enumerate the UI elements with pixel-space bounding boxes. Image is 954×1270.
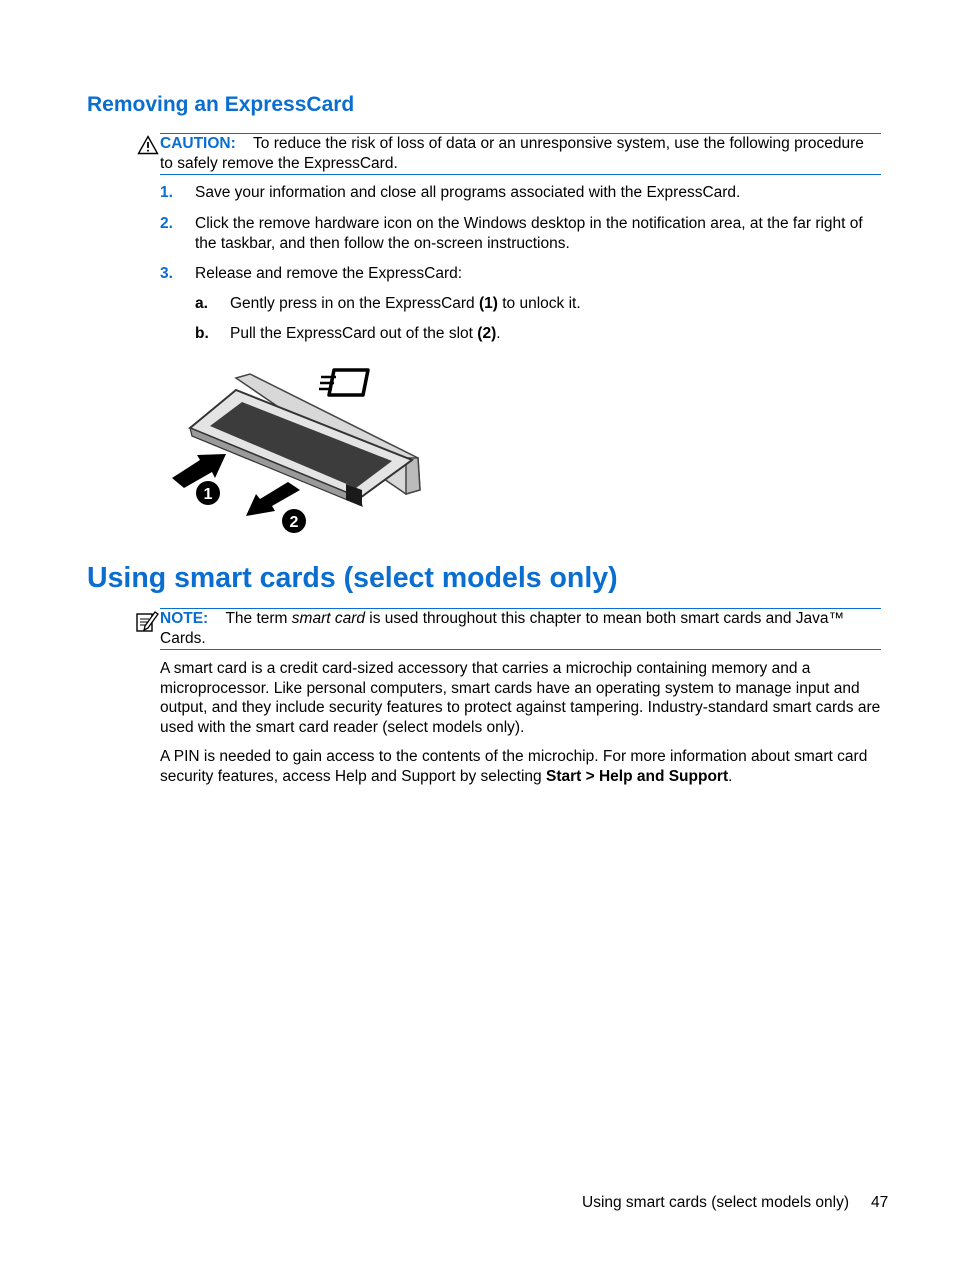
- step-text: Release and remove the ExpressCard:: [195, 265, 463, 282]
- caution-text: To reduce the risk of loss of data or an unresponsive system, use the following procedure to safely remove the ExpressCard.: [160, 135, 864, 172]
- step-number: 3.: [160, 265, 173, 282]
- substep-text-post: .: [496, 325, 501, 342]
- note-label: NOTE:: [160, 610, 209, 627]
- substep-text: [230, 294, 581, 314]
- substeps-list: [195, 294, 885, 344]
- list-item: [160, 214, 882, 254]
- substep-letter: a.: [195, 295, 208, 312]
- footer-title: Using smart cards (select models only): [582, 1194, 850, 1211]
- callout-2-label: 2: [289, 514, 299, 531]
- caution-icon: [137, 135, 159, 155]
- step-text: Save your information and close all programs associated with the ExpressCard.: [195, 184, 741, 201]
- caution-label: CAUTION:: [160, 135, 236, 152]
- page-footer: [582, 1193, 888, 1213]
- substep-text: [230, 324, 501, 344]
- substep-text-post: to unlock it.: [497, 295, 581, 312]
- callout-ref: (2): [477, 325, 497, 342]
- expresscard-removal-illustration: [160, 360, 435, 540]
- body-paragraph-post: .: [728, 767, 733, 785]
- expresscard-symbol-icon: [319, 370, 368, 395]
- note-text-post: is used throughout this chapter to mean both smart cards and Java™ Cards.: [160, 610, 845, 647]
- push-arrow-icon: [172, 454, 226, 505]
- list-item: [160, 264, 882, 284]
- step-number: 1.: [160, 184, 173, 201]
- list-item: [195, 294, 885, 314]
- callout-ref: (1): [478, 295, 498, 312]
- note-term: smart card: [291, 610, 365, 627]
- list-item: [195, 324, 885, 344]
- note-text-pre: The term: [225, 610, 292, 627]
- section-heading: Removing an ExpressCard: [87, 93, 355, 116]
- step-number: 2.: [160, 215, 173, 232]
- caution-callout: [160, 133, 881, 175]
- substep-text-pre: Pull the ExpressCard out of the slot: [230, 325, 478, 342]
- list-item: [160, 183, 882, 203]
- step-text: Click the remove hardware icon on the Windows desktop in the notification area, at the far right of the taskbar, and then follow the on-screen instructions.: [195, 215, 863, 252]
- body-paragraph: [160, 747, 882, 786]
- note-icon: [135, 609, 159, 633]
- steps-list: [160, 183, 882, 284]
- chapter-heading: Using smart cards (select models only): [87, 562, 618, 594]
- menu-path: Start > Help and Support: [545, 767, 729, 785]
- body-paragraph-pre: A PIN is needed to gain access to the contents of the microchip. For more information about smart card security features, access Help and Support by selecting: [160, 748, 868, 785]
- substep-letter: b.: [195, 325, 209, 342]
- page-number: 47: [871, 1194, 889, 1211]
- note-callout: [160, 608, 881, 650]
- body-paragraph: A smart card is a credit card-sized accessory that carries a microchip containing memory and a microprocessor. Like personal computers, smart cards have an operating system to manage input and output, and they include security features to protect against tampering. Industry-standard smart cards are used with the smart card reader (select models only).: [160, 660, 881, 736]
- substep-text-pre: Gently press in on the ExpressCard: [230, 295, 479, 312]
- pull-arrow-icon: [246, 482, 306, 533]
- callout-1-label: 1: [203, 486, 213, 503]
